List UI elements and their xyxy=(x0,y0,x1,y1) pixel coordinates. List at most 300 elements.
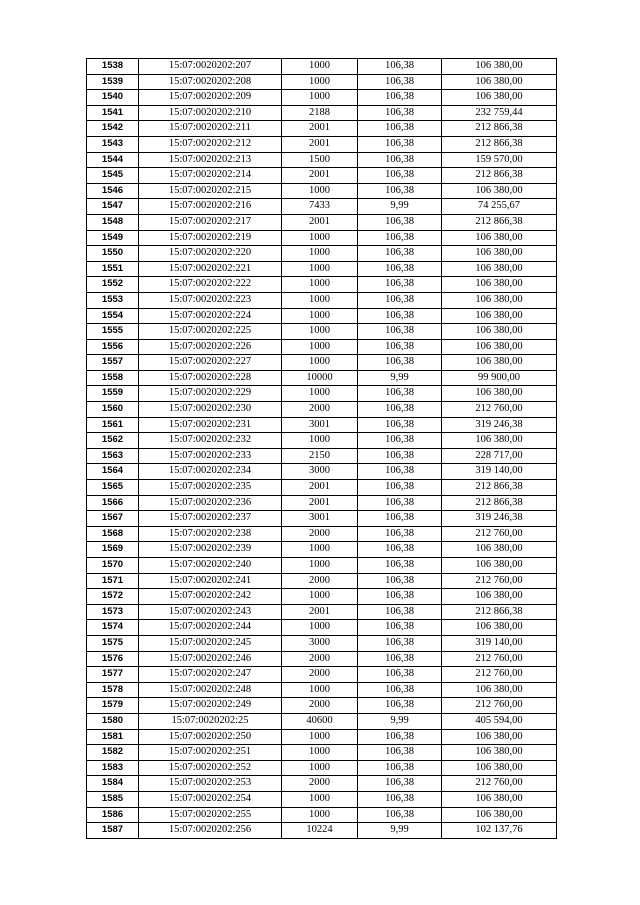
table-row xyxy=(87,74,557,90)
total-value-cell: 106 380,00 xyxy=(442,308,557,324)
unit-value-cell: 106,38 xyxy=(358,433,442,449)
total-value-cell: 106 380,00 xyxy=(442,791,557,807)
total-value-cell: 212 866,38 xyxy=(442,214,557,230)
total-value-cell: 212 866,38 xyxy=(442,121,557,137)
area-cell: 3000 xyxy=(282,464,358,480)
unit-value-cell: 106,38 xyxy=(358,745,442,761)
cadastral-number-cell: 15:07:0020202:246 xyxy=(139,651,282,667)
cadastral-number-cell: 15:07:0020202:208 xyxy=(139,74,282,90)
table-row xyxy=(87,760,557,776)
cadastral-number-cell: 15:07:0020202:210 xyxy=(139,105,282,121)
total-value-cell: 106 380,00 xyxy=(442,620,557,636)
unit-value-cell: 106,38 xyxy=(358,511,442,527)
table-row xyxy=(87,90,557,106)
total-value-cell: 212 760,00 xyxy=(442,651,557,667)
cadastral-number-cell: 15:07:0020202:249 xyxy=(139,698,282,714)
table-row xyxy=(87,495,557,511)
row-number-cell: 1541 xyxy=(87,105,139,121)
table-row xyxy=(87,370,557,386)
row-number-cell: 1561 xyxy=(87,417,139,433)
unit-value-cell: 9,99 xyxy=(358,199,442,215)
total-value-cell: 212 866,38 xyxy=(442,495,557,511)
unit-value-cell: 106,38 xyxy=(358,261,442,277)
row-number-cell: 1560 xyxy=(87,402,139,418)
table-row xyxy=(87,136,557,152)
row-number-cell: 1587 xyxy=(87,823,139,839)
total-value-cell: 212 760,00 xyxy=(442,698,557,714)
row-number-cell: 1579 xyxy=(87,698,139,714)
table-row xyxy=(87,433,557,449)
row-number-cell: 1576 xyxy=(87,651,139,667)
cadastral-number-cell: 15:07:0020202:207 xyxy=(139,59,282,75)
total-value-cell: 212 760,00 xyxy=(442,667,557,683)
unit-value-cell: 106,38 xyxy=(358,292,442,308)
area-cell: 1500 xyxy=(282,152,358,168)
area-cell: 1000 xyxy=(282,807,358,823)
cadastral-number-cell: 15:07:0020202:222 xyxy=(139,277,282,293)
unit-value-cell: 106,38 xyxy=(358,791,442,807)
unit-value-cell: 106,38 xyxy=(358,277,442,293)
cadastral-number-cell: 15:07:0020202:231 xyxy=(139,417,282,433)
cadastral-number-cell: 15:07:0020202:216 xyxy=(139,199,282,215)
table-row xyxy=(87,386,557,402)
table-row xyxy=(87,713,557,729)
total-value-cell: 232 759,44 xyxy=(442,105,557,121)
total-value-cell: 212 760,00 xyxy=(442,776,557,792)
row-number-cell: 1552 xyxy=(87,277,139,293)
cadastral-number-cell: 15:07:0020202:234 xyxy=(139,464,282,480)
total-value-cell: 212 760,00 xyxy=(442,573,557,589)
row-number-cell: 1577 xyxy=(87,667,139,683)
cadastral-number-cell: 15:07:0020202:228 xyxy=(139,370,282,386)
unit-value-cell: 106,38 xyxy=(358,604,442,620)
row-number-cell: 1585 xyxy=(87,791,139,807)
table-row xyxy=(87,823,557,839)
table-row xyxy=(87,183,557,199)
area-cell: 1000 xyxy=(282,760,358,776)
cadastral-number-cell: 15:07:0020202:226 xyxy=(139,339,282,355)
row-number-cell: 1575 xyxy=(87,635,139,651)
area-cell: 2001 xyxy=(282,604,358,620)
total-value-cell: 99 900,00 xyxy=(442,370,557,386)
total-value-cell: 159 570,00 xyxy=(442,152,557,168)
cadastral-number-cell: 15:07:0020202:251 xyxy=(139,745,282,761)
total-value-cell: 106 380,00 xyxy=(442,246,557,262)
row-number-cell: 1549 xyxy=(87,230,139,246)
total-value-cell: 106 380,00 xyxy=(442,339,557,355)
row-number-cell: 1582 xyxy=(87,745,139,761)
row-number-cell: 1584 xyxy=(87,776,139,792)
cadastral-number-cell: 15:07:0020202:220 xyxy=(139,246,282,262)
row-number-cell: 1573 xyxy=(87,604,139,620)
unit-value-cell: 106,38 xyxy=(358,59,442,75)
total-value-cell: 106 380,00 xyxy=(442,729,557,745)
row-number-cell: 1553 xyxy=(87,292,139,308)
unit-value-cell: 106,38 xyxy=(358,214,442,230)
row-number-cell: 1570 xyxy=(87,558,139,574)
table-row xyxy=(87,573,557,589)
cadastral-number-cell: 15:07:0020202:248 xyxy=(139,682,282,698)
area-cell: 2001 xyxy=(282,214,358,230)
row-number-cell: 1557 xyxy=(87,355,139,371)
table-row xyxy=(87,152,557,168)
unit-value-cell: 106,38 xyxy=(358,74,442,90)
row-number-cell: 1569 xyxy=(87,542,139,558)
table-row xyxy=(87,651,557,667)
area-cell: 2000 xyxy=(282,651,358,667)
unit-value-cell: 106,38 xyxy=(358,651,442,667)
table-row xyxy=(87,261,557,277)
unit-value-cell: 106,38 xyxy=(358,152,442,168)
total-value-cell: 319 140,00 xyxy=(442,635,557,651)
table-row xyxy=(87,604,557,620)
cadastral-number-cell: 15:07:0020202:230 xyxy=(139,402,282,418)
cadastral-number-cell: 15:07:0020202:214 xyxy=(139,168,282,184)
total-value-cell: 212 866,38 xyxy=(442,480,557,496)
total-value-cell: 319 246,38 xyxy=(442,511,557,527)
cadastral-number-cell: 15:07:0020202:215 xyxy=(139,183,282,199)
area-cell: 2000 xyxy=(282,526,358,542)
row-number-cell: 1538 xyxy=(87,59,139,75)
unit-value-cell: 106,38 xyxy=(358,526,442,542)
area-cell: 1000 xyxy=(282,542,358,558)
area-cell: 2001 xyxy=(282,136,358,152)
unit-value-cell: 106,38 xyxy=(358,807,442,823)
area-cell: 1000 xyxy=(282,277,358,293)
table-row xyxy=(87,199,557,215)
unit-value-cell: 106,38 xyxy=(358,495,442,511)
cadastral-value-table xyxy=(86,58,557,839)
area-cell: 1000 xyxy=(282,682,358,698)
table-row xyxy=(87,511,557,527)
area-cell: 1000 xyxy=(282,791,358,807)
total-value-cell: 212 866,38 xyxy=(442,604,557,620)
table-row xyxy=(87,729,557,745)
row-number-cell: 1550 xyxy=(87,246,139,262)
unit-value-cell: 106,38 xyxy=(358,542,442,558)
cadastral-number-cell: 15:07:0020202:242 xyxy=(139,589,282,605)
cadastral-number-cell: 15:07:0020202:232 xyxy=(139,433,282,449)
area-cell: 1000 xyxy=(282,558,358,574)
total-value-cell: 106 380,00 xyxy=(442,760,557,776)
total-value-cell: 106 380,00 xyxy=(442,589,557,605)
total-value-cell: 102 137,76 xyxy=(442,823,557,839)
table-row xyxy=(87,230,557,246)
total-value-cell: 319 246,38 xyxy=(442,417,557,433)
table-row xyxy=(87,542,557,558)
cadastral-number-cell: 15:07:0020202:237 xyxy=(139,511,282,527)
row-number-cell: 1556 xyxy=(87,339,139,355)
cadastral-number-cell: 15:07:0020202:212 xyxy=(139,136,282,152)
area-cell: 3001 xyxy=(282,511,358,527)
row-number-cell: 1565 xyxy=(87,480,139,496)
cadastral-number-cell: 15:07:0020202:233 xyxy=(139,448,282,464)
table-row xyxy=(87,464,557,480)
row-number-cell: 1574 xyxy=(87,620,139,636)
unit-value-cell: 106,38 xyxy=(358,230,442,246)
table-row xyxy=(87,776,557,792)
row-number-cell: 1544 xyxy=(87,152,139,168)
unit-value-cell: 106,38 xyxy=(358,402,442,418)
table-row xyxy=(87,214,557,230)
area-cell: 2001 xyxy=(282,480,358,496)
area-cell: 1000 xyxy=(282,386,358,402)
cadastral-number-cell: 15:07:0020202:236 xyxy=(139,495,282,511)
table-row xyxy=(87,698,557,714)
area-cell: 2001 xyxy=(282,121,358,137)
total-value-cell: 106 380,00 xyxy=(442,807,557,823)
row-number-cell: 1546 xyxy=(87,183,139,199)
unit-value-cell: 106,38 xyxy=(358,698,442,714)
table-row xyxy=(87,168,557,184)
row-number-cell: 1559 xyxy=(87,386,139,402)
table-body xyxy=(87,59,557,839)
unit-value-cell: 106,38 xyxy=(358,589,442,605)
table-row xyxy=(87,807,557,823)
cadastral-number-cell: 15:07:0020202:217 xyxy=(139,214,282,230)
unit-value-cell: 106,38 xyxy=(358,183,442,199)
total-value-cell: 106 380,00 xyxy=(442,324,557,340)
table-row xyxy=(87,292,557,308)
area-cell: 1000 xyxy=(282,355,358,371)
unit-value-cell: 106,38 xyxy=(358,480,442,496)
row-number-cell: 1564 xyxy=(87,464,139,480)
unit-value-cell: 106,38 xyxy=(358,105,442,121)
cadastral-number-cell: 15:07:0020202:219 xyxy=(139,230,282,246)
area-cell: 40600 xyxy=(282,713,358,729)
row-number-cell: 1583 xyxy=(87,760,139,776)
table-row xyxy=(87,246,557,262)
unit-value-cell: 9,99 xyxy=(358,370,442,386)
cadastral-number-cell: 15:07:0020202:239 xyxy=(139,542,282,558)
row-number-cell: 1555 xyxy=(87,324,139,340)
cadastral-number-cell: 15:07:0020202:223 xyxy=(139,292,282,308)
cadastral-number-cell: 15:07:0020202:253 xyxy=(139,776,282,792)
area-cell: 3001 xyxy=(282,417,358,433)
area-cell: 2000 xyxy=(282,698,358,714)
table-row xyxy=(87,324,557,340)
table-row xyxy=(87,277,557,293)
table-row xyxy=(87,59,557,75)
table-row xyxy=(87,355,557,371)
cadastral-number-cell: 15:07:0020202:227 xyxy=(139,355,282,371)
area-cell: 1000 xyxy=(282,620,358,636)
row-number-cell: 1580 xyxy=(87,713,139,729)
area-cell: 1000 xyxy=(282,261,358,277)
total-value-cell: 106 380,00 xyxy=(442,292,557,308)
row-number-cell: 1572 xyxy=(87,589,139,605)
unit-value-cell: 106,38 xyxy=(358,324,442,340)
total-value-cell: 405 594,00 xyxy=(442,713,557,729)
area-cell: 2001 xyxy=(282,495,358,511)
cadastral-number-cell: 15:07:0020202:221 xyxy=(139,261,282,277)
total-value-cell: 319 140,00 xyxy=(442,464,557,480)
cadastral-number-cell: 15:07:0020202:254 xyxy=(139,791,282,807)
row-number-cell: 1558 xyxy=(87,370,139,386)
table-row xyxy=(87,589,557,605)
unit-value-cell: 106,38 xyxy=(358,729,442,745)
area-cell: 2000 xyxy=(282,776,358,792)
row-number-cell: 1581 xyxy=(87,729,139,745)
unit-value-cell: 106,38 xyxy=(358,339,442,355)
row-number-cell: 1562 xyxy=(87,433,139,449)
area-cell: 1000 xyxy=(282,308,358,324)
area-cell: 7433 xyxy=(282,199,358,215)
total-value-cell: 212 866,38 xyxy=(442,136,557,152)
area-cell: 1000 xyxy=(282,292,358,308)
total-value-cell: 106 380,00 xyxy=(442,355,557,371)
cadastral-number-cell: 15:07:0020202:243 xyxy=(139,604,282,620)
table-row xyxy=(87,558,557,574)
unit-value-cell: 106,38 xyxy=(358,121,442,137)
row-number-cell: 1547 xyxy=(87,199,139,215)
unit-value-cell: 106,38 xyxy=(358,168,442,184)
cadastral-number-cell: 15:07:0020202:240 xyxy=(139,558,282,574)
area-cell: 2150 xyxy=(282,448,358,464)
row-number-cell: 1548 xyxy=(87,214,139,230)
cadastral-number-cell: 15:07:0020202:244 xyxy=(139,620,282,636)
cadastral-number-cell: 15:07:0020202:247 xyxy=(139,667,282,683)
table-row xyxy=(87,339,557,355)
total-value-cell: 106 380,00 xyxy=(442,261,557,277)
table-row xyxy=(87,791,557,807)
row-number-cell: 1566 xyxy=(87,495,139,511)
total-value-cell: 106 380,00 xyxy=(442,277,557,293)
cadastral-number-cell: 15:07:0020202:256 xyxy=(139,823,282,839)
row-number-cell: 1539 xyxy=(87,74,139,90)
area-cell: 2000 xyxy=(282,667,358,683)
unit-value-cell: 106,38 xyxy=(358,776,442,792)
table-row xyxy=(87,667,557,683)
cadastral-number-cell: 15:07:0020202:25 xyxy=(139,713,282,729)
area-cell: 1000 xyxy=(282,433,358,449)
total-value-cell: 106 380,00 xyxy=(442,682,557,698)
area-cell: 1000 xyxy=(282,59,358,75)
area-cell: 1000 xyxy=(282,745,358,761)
unit-value-cell: 106,38 xyxy=(358,464,442,480)
area-cell: 2001 xyxy=(282,168,358,184)
unit-value-cell: 106,38 xyxy=(358,308,442,324)
unit-value-cell: 106,38 xyxy=(358,136,442,152)
cadastral-number-cell: 15:07:0020202:225 xyxy=(139,324,282,340)
total-value-cell: 228 717,00 xyxy=(442,448,557,464)
area-cell: 1000 xyxy=(282,339,358,355)
table-row xyxy=(87,448,557,464)
area-cell: 1000 xyxy=(282,589,358,605)
total-value-cell: 106 380,00 xyxy=(442,230,557,246)
area-cell: 2000 xyxy=(282,573,358,589)
table-row xyxy=(87,682,557,698)
unit-value-cell: 9,99 xyxy=(358,823,442,839)
area-cell: 1000 xyxy=(282,729,358,745)
cadastral-number-cell: 15:07:0020202:209 xyxy=(139,90,282,106)
cadastral-number-cell: 15:07:0020202:241 xyxy=(139,573,282,589)
area-cell: 1000 xyxy=(282,230,358,246)
total-value-cell: 106 380,00 xyxy=(442,59,557,75)
unit-value-cell: 106,38 xyxy=(358,448,442,464)
row-number-cell: 1586 xyxy=(87,807,139,823)
unit-value-cell: 106,38 xyxy=(358,573,442,589)
table-row xyxy=(87,308,557,324)
table-row xyxy=(87,620,557,636)
unit-value-cell: 106,38 xyxy=(358,667,442,683)
row-number-cell: 1578 xyxy=(87,682,139,698)
cadastral-number-cell: 15:07:0020202:229 xyxy=(139,386,282,402)
total-value-cell: 106 380,00 xyxy=(442,745,557,761)
row-number-cell: 1554 xyxy=(87,308,139,324)
unit-value-cell: 106,38 xyxy=(358,417,442,433)
area-cell: 2000 xyxy=(282,402,358,418)
table-row xyxy=(87,402,557,418)
unit-value-cell: 9,99 xyxy=(358,713,442,729)
table-row xyxy=(87,526,557,542)
total-value-cell: 74 255,67 xyxy=(442,199,557,215)
table-row xyxy=(87,417,557,433)
total-value-cell: 106 380,00 xyxy=(442,90,557,106)
total-value-cell: 106 380,00 xyxy=(442,183,557,199)
cadastral-number-cell: 15:07:0020202:252 xyxy=(139,760,282,776)
table-row xyxy=(87,121,557,137)
cadastral-number-cell: 15:07:0020202:224 xyxy=(139,308,282,324)
total-value-cell: 212 866,38 xyxy=(442,168,557,184)
table-row xyxy=(87,745,557,761)
row-number-cell: 1545 xyxy=(87,168,139,184)
unit-value-cell: 106,38 xyxy=(358,386,442,402)
area-cell: 1000 xyxy=(282,324,358,340)
cadastral-number-cell: 15:07:0020202:238 xyxy=(139,526,282,542)
cadastral-number-cell: 15:07:0020202:255 xyxy=(139,807,282,823)
row-number-cell: 1542 xyxy=(87,121,139,137)
cadastral-number-cell: 15:07:0020202:213 xyxy=(139,152,282,168)
area-cell: 1000 xyxy=(282,74,358,90)
row-number-cell: 1568 xyxy=(87,526,139,542)
row-number-cell: 1563 xyxy=(87,448,139,464)
cadastral-number-cell: 15:07:0020202:235 xyxy=(139,480,282,496)
total-value-cell: 106 380,00 xyxy=(442,74,557,90)
cadastral-number-cell: 15:07:0020202:245 xyxy=(139,635,282,651)
cadastral-number-cell: 15:07:0020202:211 xyxy=(139,121,282,137)
unit-value-cell: 106,38 xyxy=(358,90,442,106)
unit-value-cell: 106,38 xyxy=(358,355,442,371)
total-value-cell: 212 760,00 xyxy=(442,526,557,542)
row-number-cell: 1540 xyxy=(87,90,139,106)
table-row xyxy=(87,105,557,121)
area-cell: 1000 xyxy=(282,246,358,262)
unit-value-cell: 106,38 xyxy=(358,246,442,262)
area-cell: 10224 xyxy=(282,823,358,839)
total-value-cell: 106 380,00 xyxy=(442,542,557,558)
area-cell: 3000 xyxy=(282,635,358,651)
area-cell: 1000 xyxy=(282,183,358,199)
row-number-cell: 1567 xyxy=(87,511,139,527)
table-row xyxy=(87,635,557,651)
unit-value-cell: 106,38 xyxy=(358,635,442,651)
row-number-cell: 1571 xyxy=(87,573,139,589)
area-cell: 1000 xyxy=(282,90,358,106)
area-cell: 10000 xyxy=(282,370,358,386)
total-value-cell: 106 380,00 xyxy=(442,558,557,574)
area-cell: 2188 xyxy=(282,105,358,121)
unit-value-cell: 106,38 xyxy=(358,682,442,698)
unit-value-cell: 106,38 xyxy=(358,620,442,636)
row-number-cell: 1543 xyxy=(87,136,139,152)
total-value-cell: 212 760,00 xyxy=(442,402,557,418)
total-value-cell: 106 380,00 xyxy=(442,386,557,402)
unit-value-cell: 106,38 xyxy=(358,558,442,574)
total-value-cell: 106 380,00 xyxy=(442,433,557,449)
table-row xyxy=(87,480,557,496)
unit-value-cell: 106,38 xyxy=(358,760,442,776)
